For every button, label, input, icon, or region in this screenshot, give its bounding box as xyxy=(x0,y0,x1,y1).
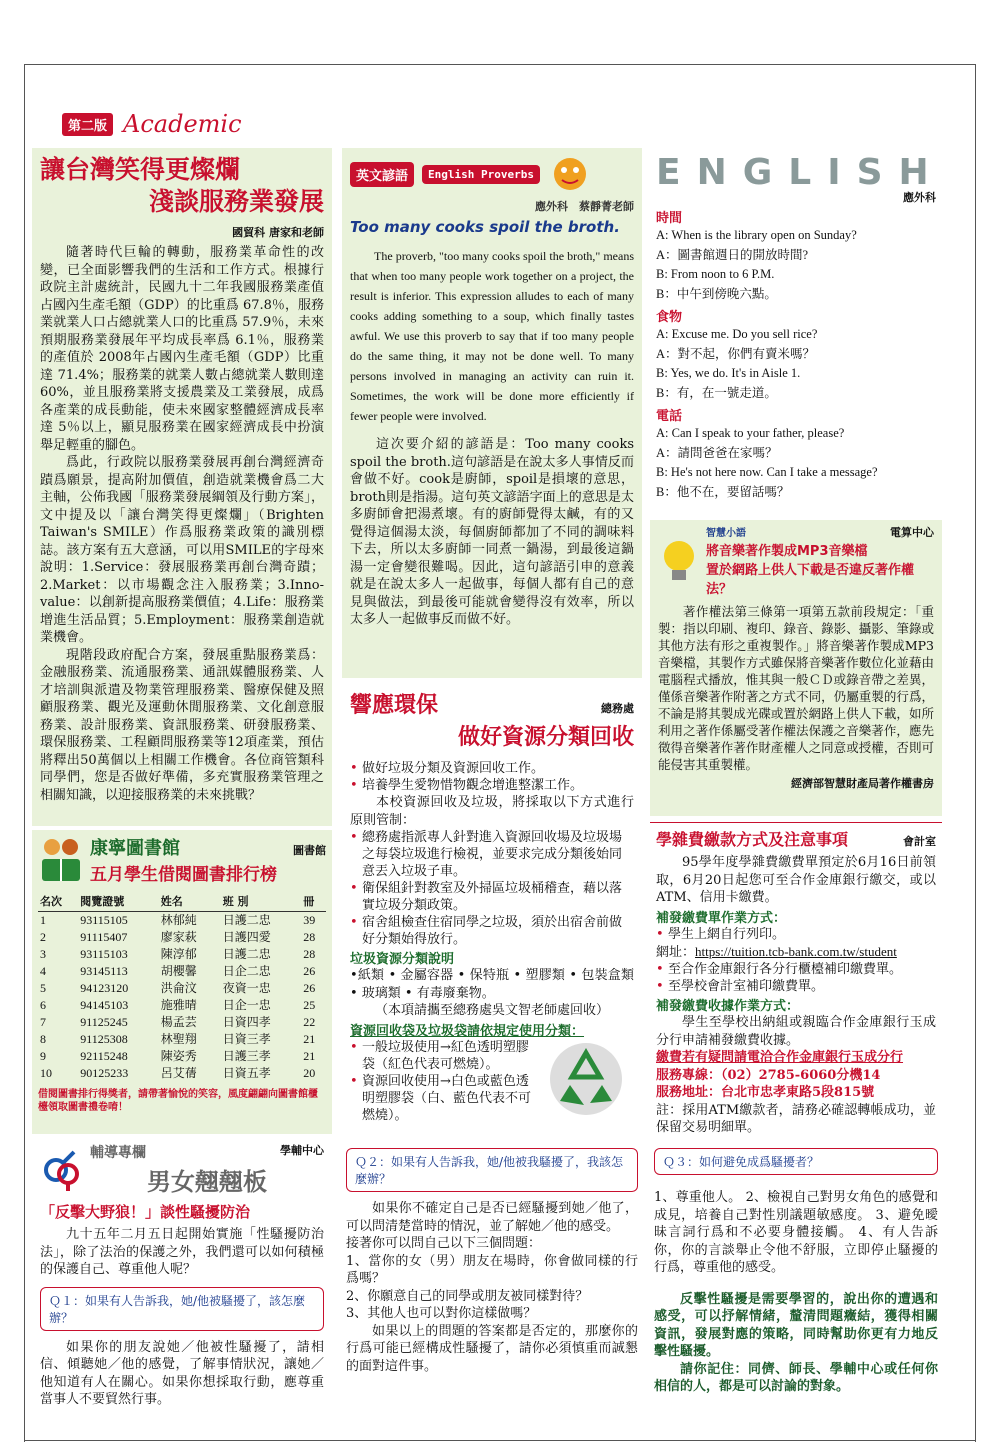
list-item: • 做好垃圾分類及資源回收工作。 xyxy=(350,760,634,777)
list-item: • 一般垃圾使用→紅色透明塑膠袋（紅色代表可燃燒）。 xyxy=(350,1039,540,1073)
table-cell: 9 xyxy=(40,1049,46,1063)
list-item: • 總務處指派專人針對進入資源回收場及垃圾場之每袋垃圾進行檢視，並要求完成分類後始同意丟入垃圾子車。 xyxy=(350,829,634,880)
fee-url-label: 網址： xyxy=(656,944,696,960)
table-cell: 93145113 xyxy=(80,964,128,978)
list-item: • 至學校會計室補印繳費單。 xyxy=(656,978,936,995)
table-cell: 6 xyxy=(40,998,46,1012)
table-cell: 廖家萩 xyxy=(160,930,197,944)
harass-column-2 xyxy=(342,1148,642,1436)
list-item: • 培養學生愛物惜物觀念增進整潔工作。 xyxy=(350,777,634,794)
library-title: 康寧圖書館 xyxy=(90,838,180,859)
fee-title: 學雜費繳款方式及注意事項 xyxy=(656,830,849,849)
page-frame-bottom xyxy=(24,1440,976,1441)
harass-q2: Ｑ２：如果有人告訴我，她/他被我騷擾了，我該怎麼辦？ xyxy=(346,1148,638,1192)
page-number-badge: 第二版 xyxy=(62,113,113,136)
fee-h2: 補發繳費收據作業方式： xyxy=(656,999,800,1014)
english-conversation xyxy=(650,148,945,518)
table-cell: 93115105 xyxy=(80,913,128,927)
table-cell: 日護三孝 xyxy=(222,1049,271,1063)
table-cell: 日護二忠 xyxy=(222,947,271,961)
harass-subtitle: 「反擊大野狼！」談性騷擾防治 xyxy=(40,1203,251,1221)
harass-q1: Ｑ１：如果有人告訴我，她/他被騷擾了，該怎麼辦？ xyxy=(40,1287,324,1331)
english-line: B：他不在，要留話嗎？ xyxy=(656,484,790,499)
table-row xyxy=(38,929,326,946)
table-cell: 施雅晴 xyxy=(160,998,197,1012)
proverb-author: 應外科 蔡靜菁老師 xyxy=(535,200,634,213)
harass-dept-title: 輔導專欄 xyxy=(90,1145,146,1161)
recycle-article xyxy=(342,684,642,1134)
service-title-1: 讓台灣笑得更燦爛 xyxy=(40,155,241,184)
fee-b2-list xyxy=(656,961,936,995)
table-cell: 胡櫻馨 xyxy=(160,964,197,978)
col-rank: 名次 xyxy=(38,891,78,912)
table-cell: 陳姿秀 xyxy=(160,1049,197,1063)
english-line: B：有，在一號走道。 xyxy=(656,385,777,400)
fee-url-link[interactable]: https://tuition.tcb-bank.com.tw/student xyxy=(695,943,897,959)
recycle-cat-items: •紙類 • 金屬容器 • 保特瓶 • 塑膠類 • 包裝盒類 • 玻璃類 • 有毒廢棄物。 xyxy=(350,968,634,1001)
english-line: A: When is the library open on Sunday? xyxy=(656,228,857,242)
copyright-title-2: 置於網路上供人下載是否違反著作權法？ xyxy=(706,563,915,597)
harass-a2c: 如果以上的問題的答案都是否定的，那麼你的行爲可能已經構成性騷擾了，請你必須慎重而誠懇的面對這件事。 xyxy=(346,1323,638,1374)
page-header xyxy=(62,110,242,138)
english-line: A: Can I speak to your father, please? xyxy=(656,426,845,440)
table-row xyxy=(38,980,326,997)
copyright-title-1: 將音樂著作製成MP3音樂檔 xyxy=(706,544,868,559)
table-cell: 94123120 xyxy=(80,981,129,995)
table-cell: 10 xyxy=(40,1066,52,1080)
table-cell: 39 xyxy=(303,913,316,927)
table-cell: 林聖翔 xyxy=(160,1032,197,1046)
table-cell: 8 xyxy=(40,1032,46,1046)
gender-symbol-icon xyxy=(40,1148,84,1192)
col-card: 閱覽證號 xyxy=(78,891,159,912)
table-cell: 1 xyxy=(40,913,46,927)
recycle-rules xyxy=(350,829,634,948)
list-item: • 學生上網自行列印。 xyxy=(656,926,936,943)
english-line: B: Yes, we do. It's in Aisle 1. xyxy=(656,366,801,380)
harass-a1: 如果你的朋友說她／他被性騷擾了，請相信、傾聽她／他的感覺，了解事情狀況，讓她／他知道有人在關心。如果你想採取行動，應尊重當事人不要貿然行事。 xyxy=(40,1339,324,1407)
copyright-source: 經濟部智慧財產局著作權書房 xyxy=(791,777,934,790)
harass-q3: Ｑ３：如何避免成爲騷擾者？ xyxy=(654,1148,938,1175)
service-title-2: 淺談服務業發展 xyxy=(148,187,324,216)
harass-a2: 如果你不確定自己是否已經騷擾到她／他了，可以問清楚當時的情況，並了解她／他的感受。 xyxy=(346,1201,638,1234)
proverb-heading: Too many cooks spoil the broth. xyxy=(350,218,620,236)
table-cell: 91125245 xyxy=(80,1015,128,1029)
table-cell: 夜資一忠 xyxy=(222,981,271,995)
harass-intro: 九十五年二月五日起開始實施「性騷擾防治法」，除了法治的保護之外，我們還可以如何積極的保護自己、尊重他人呢？ xyxy=(40,1227,324,1277)
english-dept: 應外科 xyxy=(903,191,936,204)
fee-note: 註：採用ATM繳款者，請務必確認轉帳成功，並保留交易明細單。 xyxy=(656,1102,936,1135)
english-banner: ENGLISH xyxy=(656,152,945,193)
table-cell: 林郁純 xyxy=(160,913,197,927)
library-subtitle: 五月學生借閱圖書排行榜 xyxy=(90,865,277,885)
english-line: A：請問爸爸在家嗎？ xyxy=(656,445,778,460)
table-cell: 呂艾蒨 xyxy=(160,1066,197,1080)
english-line: A：圖書館週日的開放時間? xyxy=(656,247,809,262)
copyright-tag: 智慧小語 xyxy=(706,528,746,539)
library-table xyxy=(38,891,326,1082)
copyright-dept: 電算中心 xyxy=(890,526,934,539)
fee-p1: 95學年度學雜費繳費單預定於6月16日前領取，6月20日起您可至合作金庫銀行繳交，或以ATM、信用卡繳費。 xyxy=(656,855,936,905)
service-para-2: 爲此，行政院以服務業發展再創台灣經濟奇蹟爲願景，提高附加價值，創造就業機會爲二大主軸，公佈我國「服務業發展綱領及行動方案」，文中提及以「讓台灣笑得更燦爛」（Brighten Taiwan's SMILE）作爲服務業政策的識別標誌。該方案有五大意涵，可以用SMILE的字母來說明：1.Service：發展服務業再創台灣奇蹟；2.Market：以市場觀念注入服務業；3.Inno-value：以創新提高服務業價值；4.Life：服務業增進生活品質；5.Employment：服務業創造就業機會。 xyxy=(40,455,324,645)
table-row xyxy=(38,1065,326,1082)
fee-dept: 會計室 xyxy=(903,835,936,848)
reading-kids-icon xyxy=(38,835,84,885)
table-cell: 陳淳郁 xyxy=(160,947,197,961)
table-cell: 2 xyxy=(40,930,46,944)
english-section-label: 時間 xyxy=(656,211,683,226)
table-cell: 94145103 xyxy=(80,998,129,1012)
table-cell: 20 xyxy=(303,1066,316,1080)
table-cell: 21 xyxy=(303,1049,316,1063)
english-section-label: 食物 xyxy=(656,310,683,325)
table-cell: 日資三孝 xyxy=(222,1032,271,1046)
library-ranking xyxy=(32,830,332,1134)
english-line: B：中午到傍晚六點。 xyxy=(656,286,777,301)
table-cell: 90125233 xyxy=(80,1066,129,1080)
english-line: A: Excuse me. Do you sell rice? xyxy=(656,327,818,341)
recycle-note: （本項請攜至總務處吳文智老師處回收） xyxy=(374,1003,609,1018)
recycle-cat-label: 垃圾資源分類說明 xyxy=(350,952,455,967)
table-row xyxy=(38,1014,326,1031)
table-cell: 91125308 xyxy=(80,1032,128,1046)
recycle-dept: 總務處 xyxy=(601,702,634,715)
fee-q2: 服務專線：（02）2785-6060分機14 xyxy=(656,1067,881,1083)
table-row xyxy=(38,912,326,930)
table-cell: 91115407 xyxy=(80,930,128,944)
table-row xyxy=(38,997,326,1014)
table-row xyxy=(38,1031,326,1048)
proverb-article xyxy=(342,148,642,678)
proverb-label: 英文諺語 xyxy=(350,162,414,187)
harass-column-1 xyxy=(32,1138,332,1436)
fee-h1: 補發繳費單作業方式： xyxy=(656,910,787,926)
harass-a3b: 反擊性騷擾是需要學習的，說出你的遭遇和感受，可以抒解情緒，釐清問題癥結，獲得相關資訊，發展對應的策略，同時幫助你更有力地反擊性騷擾。 xyxy=(654,1291,938,1359)
harass-a3c: 請你記住：同儕、師長、學輔中心或任何你相信的人，都是可以討論的對象。 xyxy=(654,1361,938,1394)
library-note: 借閱圖書排行得獎者，請帶著愉悅的笑容，風度翩翩向圖書館櫃檯領取圖書禮卷唷！ xyxy=(38,1089,318,1113)
table-cell: 日企一忠 xyxy=(222,998,271,1012)
list-item: • 宿舍組檢查住宿同學之垃圾，須於出宿舍前做好分類始得放行。 xyxy=(350,914,634,948)
table-cell: 日護四愛 xyxy=(222,930,271,944)
harass-column-3 xyxy=(650,1148,942,1436)
english-line: B: He's not here now. Can I take a message? xyxy=(656,465,878,479)
harass-a3: 1、尊重他人。 2、檢視自己對男女角色的感覺和成見，培養自己對性別議題敏感度。 3、避免曖昧言詞行爲和不必要身體接觸。 4、有人告訴你，你的言談舉止令他不舒服，立即停止騷擾的行爲，尊重他的感受。 xyxy=(654,1190,938,1275)
copyright-article xyxy=(650,520,942,816)
table-row xyxy=(38,1048,326,1065)
table-cell: 25 xyxy=(303,998,316,1012)
cartoon-hand-icon xyxy=(548,154,592,194)
table-cell: 28 xyxy=(303,930,316,944)
lightbulb-icon xyxy=(658,536,700,586)
library-dept: 圖書館 xyxy=(293,844,326,857)
table-cell: 4 xyxy=(40,964,46,978)
service-article xyxy=(32,148,332,826)
table-cell: 26 xyxy=(303,964,316,978)
english-line: A：對不起，你們有賣米嗎？ xyxy=(656,346,816,361)
english-line: B: From noon to 6 P.M. xyxy=(656,267,775,281)
harass-a2-item-1: 1、當你的女（男）朋友在場時，你會做同樣的行爲嗎？ xyxy=(346,1253,638,1286)
fee-q1: 繳費若有疑問請電洽合作金庫銀行玉成分行 xyxy=(656,1050,904,1065)
table-cell: 28 xyxy=(303,947,316,961)
recycle-bag-label: 資源回收袋及垃圾袋請依規定使用分類： xyxy=(350,1023,585,1039)
harass-dept: 學輔中心 xyxy=(280,1144,324,1157)
table-cell: 21 xyxy=(303,1032,316,1046)
copyright-body: 著作權法第三條第一項第五款前段規定：「重製：指以印刷、複印、錄音、錄影、攝影、筆錄或其他方法有形之重複製作。」將音樂著作製成MP3音樂檔，其製作方式雖保將音樂著作數位化並藉由電腦程式播放，惟其與一般ＣＤ或錄音帶之差異，僅係音樂著作附著之方式不同，仍屬重製的行爲，不論是將其製成光碟或置於網路上供人下載，如所利用之著作係屬受著作權法保護之音樂著作，應先徵得音樂著作著作財產權人之同意或授權，否則可能侵害其重製權。 xyxy=(658,604,934,772)
table-cell: 26 xyxy=(303,981,316,995)
table-cell: 日護二忠 xyxy=(222,913,271,927)
table-cell: 93115103 xyxy=(80,947,128,961)
col-name: 姓名 xyxy=(159,891,221,912)
list-item: • 至合作金庫銀行各分行櫃檯補印繳費單。 xyxy=(656,961,936,978)
recycle-title-1: 響應環保 xyxy=(350,693,439,718)
table-cell: 日資四孝 xyxy=(222,1015,271,1029)
table-cell: 日資五孝 xyxy=(222,1066,271,1080)
fee-article xyxy=(650,822,942,1134)
list-item: • 資源回收使用→白色或藍色透明塑膠袋（白、藍色代表不可燃燒）。 xyxy=(350,1073,540,1124)
recycle-p1: 本校資源回收及垃圾，將採取以下方式進行原則管制： xyxy=(350,795,634,828)
table-cell: 5 xyxy=(40,981,46,995)
table-cell: 22 xyxy=(303,1015,316,1029)
table-cell: 楊孟芸 xyxy=(160,1015,197,1029)
list-item: • 衛保組針對教室及外掃區垃圾桶稽查，藉以落實垃圾分類政策。 xyxy=(350,880,634,914)
table-cell: 3 xyxy=(40,947,46,961)
recycle-title-2: 做好資源分類回收 xyxy=(457,725,634,750)
recycle-icon xyxy=(546,1039,626,1119)
harass-a2-item-2: 2、你願意自己的同學或朋友被同樣對待？ xyxy=(346,1288,589,1304)
table-row xyxy=(38,963,326,980)
table-cell: 洪侖汶 xyxy=(160,981,197,995)
fee-q3: 服務地址：台北市忠孝東路5段815號 xyxy=(656,1085,875,1100)
fee-b1-list xyxy=(656,926,936,943)
service-author: 國貿科 唐家和老師 xyxy=(232,226,324,239)
english-sections xyxy=(656,207,936,502)
proverb-english: The proverb, "too many cooks spoil the broth," means that when too many people work together on a project, the result is inferior. This expression alludes to each of many cooks adding something to a soup, which finally tastes awful. We use this proverb to say that if too many people do the same thing, it may not be done well. To many persons involved in managing an activity can ruin it. Sometimes, the work will be done more efficiently if fewer people were involved. xyxy=(350,249,634,423)
recycle-bags xyxy=(350,1039,540,1124)
table-cell: 92115248 xyxy=(80,1049,128,1063)
page-section-title: Academic xyxy=(123,110,242,138)
proverb-chinese: 這次要介紹的諺語是：Too many cooks spoil the broth.這句諺語是在說太多人事情反而會做不好。cook是廚師，spoil是損壞的意思，broth則是指湯。這句英文諺語字面上的意思是太多廚師會把湯煮壞。有的廚師覺得太鹹，有的又覺得這個湯太淡，每個廚師都加了不同的調味料下去，所以太多廚師一同煮一鍋湯，到最後這鍋湯一定會變很難喝。因此，這句諺語引申的意義就是在說太多人一起做事，每個人都有自己的意見與做法，到最後可能就會變得沒有效率，所以太多人一起做事反而做不好。 xyxy=(350,437,634,627)
proverb-label-en: English Proverbs xyxy=(422,165,540,184)
col-count: 冊 xyxy=(301,891,326,912)
recycle-intro-list xyxy=(350,760,634,794)
table-row xyxy=(38,946,326,963)
library-table-header xyxy=(38,891,326,912)
col-class: 班 別 xyxy=(221,891,302,912)
harass-a2b: 接著你可以問自己以下三個問題： xyxy=(346,1236,542,1251)
english-section-label: 電話 xyxy=(656,409,683,424)
fee-p2: 學生至學校出納組或親臨合作金庫銀行玉成分行申請補發繳費收據。 xyxy=(656,1015,936,1048)
harass-title: 男女翹翹板 xyxy=(147,1168,267,1196)
service-para-3: 現階段政府配合方案，發展重點服務業爲：金融服務業、流通服務業、通訊媒體服務業、人才培訓與派遣及物業管理服務業、醫療保健及照顧服務業、觀光及運動休閒服務業、文化創意服務業、設計服務業、資訊服務業、研發服務業、環保服務業、工程顧問服務業等12項產業，預估將釋出50萬個以上相關工作機會。各位商管類科同學們，您是否做好準備，多充實服務業管理之相關知識，以迎接服務業的未來挑戰？ xyxy=(40,647,324,803)
table-cell: 7 xyxy=(40,1015,46,1029)
table-cell: 日企二忠 xyxy=(222,964,271,978)
harass-a2-item-3: 3、其他人也可以對你這樣做嗎？ xyxy=(346,1306,537,1321)
service-para-1: 隨著時代巨輪的轉動，服務業革命性的改變，已全面影響我們的生活和工作方式。根據行政院主計處統計，民國九十二年我國服務業產值占國內生產毛額（GDP）的比重爲 67.8％，服務業就業人口占總就業人口的比重爲 57.9％，未來預期服務業發展年平均成長率爲 6.1％，服務業的產值於 2008年占國內生產毛額（GDP）比重達 71.4%；服務業的就業人數占總就業人數則達60%，並且服務業將支援農業及工業發展，成爲各產業的成長動能，使未來國家整體經濟成長率達 5％以上，顯見服務業在國家經濟成長中扮演舉足輕重的腳色。 xyxy=(40,245,324,453)
